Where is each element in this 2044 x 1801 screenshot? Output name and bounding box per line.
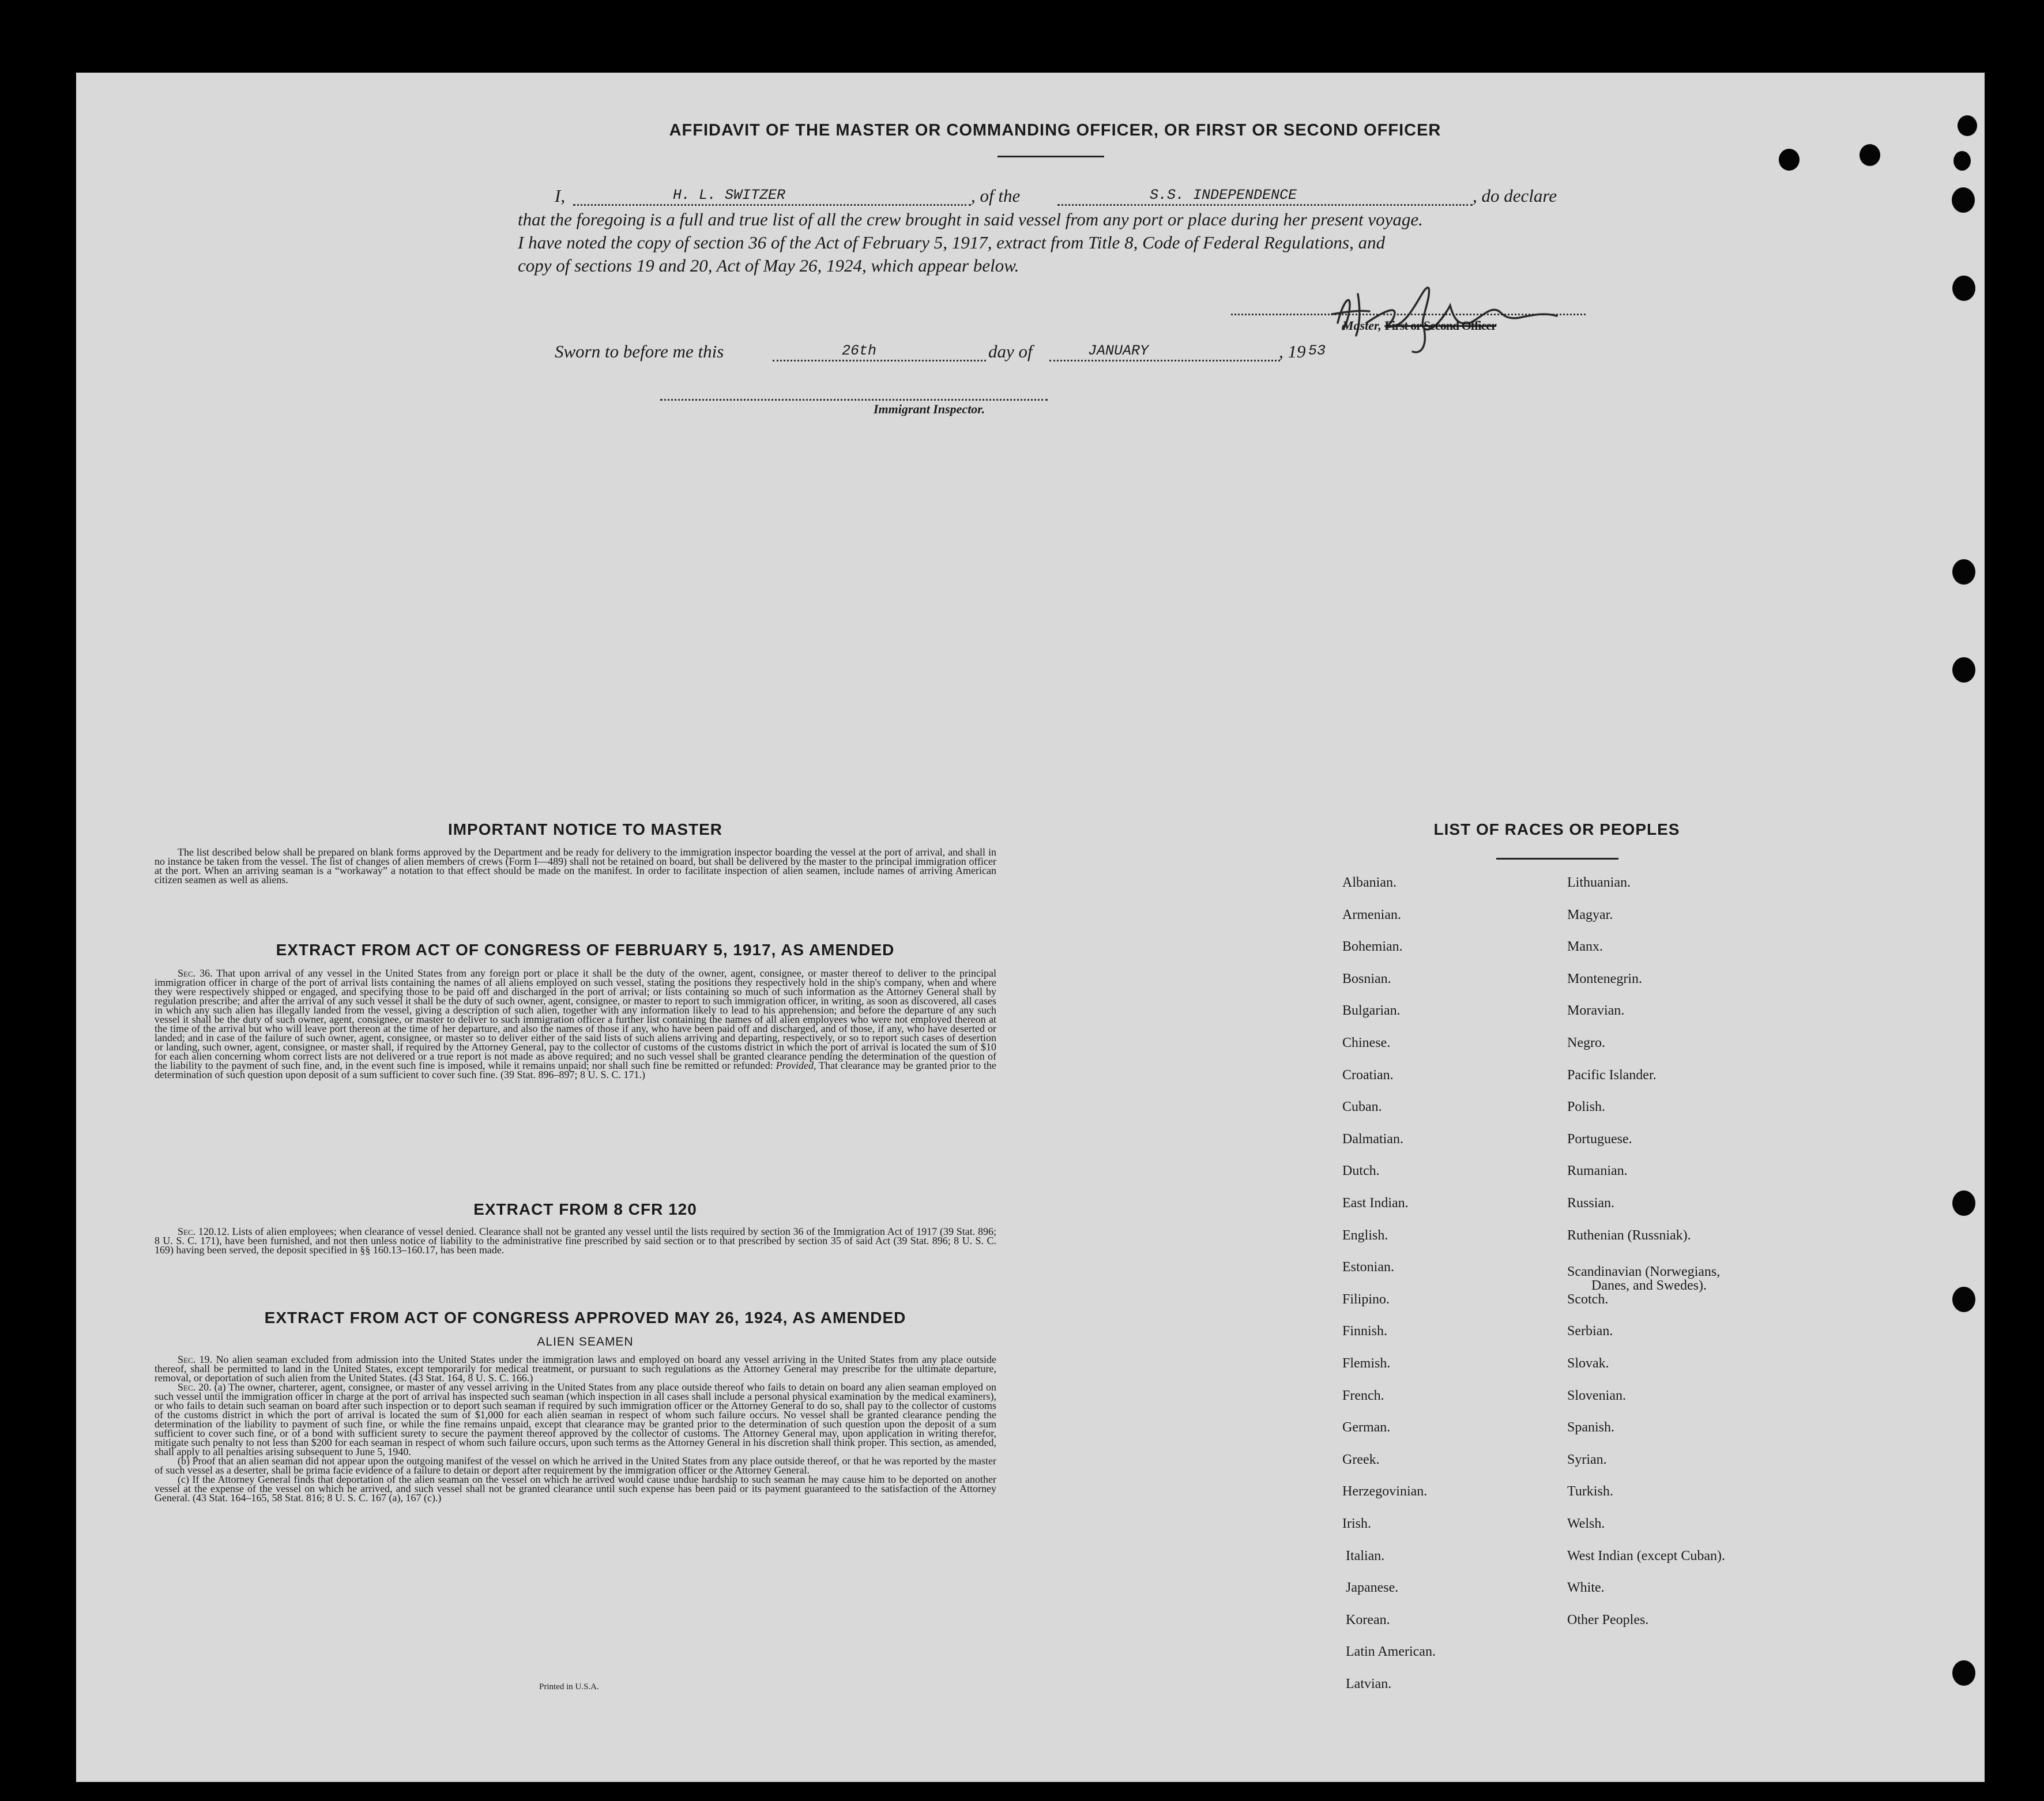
race-item: Bulgarian. xyxy=(1342,1003,1401,1018)
sworn-label: Sworn to before me this xyxy=(555,341,724,361)
race-item: Scotch. xyxy=(1567,1292,1609,1307)
month-line xyxy=(1049,360,1280,361)
race-item: Lithuanian. xyxy=(1567,875,1631,890)
race-item: Armenian. xyxy=(1342,907,1401,922)
race-item: Bohemian. xyxy=(1342,939,1403,954)
race-item: Polish. xyxy=(1567,1099,1606,1114)
race-item: Slovak. xyxy=(1567,1356,1609,1371)
sec-120-label: Sec. 120.12. xyxy=(178,1226,229,1237)
notice-title: IMPORTANT NOTICE TO MASTER xyxy=(447,820,723,838)
sec-20b-paragraph: (b) Proof that an alien seaman did not appear upon the outgoing manifest of the vessel on which he arrived in the United States from any place outside thereof, or that he was reported by the master of such vessel as a deserter, shall be prima facie evidence of a failure to detain or deport after requirement by the immigration officer or the Attorney General. xyxy=(155,1455,996,1476)
punch-hole xyxy=(1859,144,1880,166)
race-item: Montenegrin. xyxy=(1567,971,1642,986)
race-item: Scandinavian (Norwegians, xyxy=(1567,1264,1721,1279)
punch-hole xyxy=(1952,187,1975,213)
sec-19-paragraph xyxy=(155,1355,996,1382)
race-item: Welsh. xyxy=(1567,1516,1605,1531)
vessel-name-line xyxy=(1057,204,1473,206)
race-item: Dutch. xyxy=(1342,1163,1380,1178)
race-item: Danes, and Swedes). xyxy=(1591,1278,1707,1293)
race-item: Albanian. xyxy=(1342,875,1396,890)
sec-19-text: No alien seaman excluded from admission into the United States under the immigration laws and employed on board any vessel arriving in the United States from any place outside thereof, shall be permitted to land in the United States, except temporarily for medical treatment, or pursuant to such regulations as the Attorney General may prescribe for the ultimate departure, removal, or deportation of such alien from the United States. (43 Stat. 164, 8 U. S. C. 166.) xyxy=(155,1354,997,1384)
race-item: Magyar. xyxy=(1567,907,1613,922)
vessel-name: S.S. INDEPENDENCE xyxy=(1150,187,1297,204)
affidavit-line-1 xyxy=(555,186,1593,209)
day-line xyxy=(773,360,986,361)
master-caption-label: Master, xyxy=(1342,318,1382,333)
race-item: Spanish. xyxy=(1567,1420,1615,1435)
punch-hole xyxy=(1958,115,1977,136)
extract-cfr-title: EXTRACT FROM 8 CFR 120 xyxy=(473,1200,697,1218)
race-item: Herzegovinian. xyxy=(1342,1484,1428,1499)
sec-20a-paragraph xyxy=(155,1382,996,1456)
master-name-line xyxy=(573,204,971,206)
race-item: Rumanian. xyxy=(1567,1163,1628,1178)
sec-36-text-end: That clearance may be granted prior to the determination of such question upon deposit of a sum sufficient to cover such fine. (39 Stat. 896–897; 8 U. S. C. 171.) xyxy=(155,1060,997,1080)
punch-hole xyxy=(1952,657,1975,683)
provided-word: Provided, xyxy=(776,1060,816,1071)
sec-36-text: That upon arrival of any vessel in the United States from any foreign port or place it shall be the duty of the owner, agent, consignee, or master thereof to deliver to the principal immigration officer in charge of the port of arrival lists containing the names of all aliens employed on such vessel, stating the positions they respectively hold in the ship's company, when and where they were respectively shipped or engaged, and specifying those to be paid off and discharged in the port of arrival; or lists containing so much of such information as the Attorney General shall by regulation prescribe; and after the arrival of any such vessel it shall be the duty of such owner, agent, consignee, or master to report to such immigration officer, in writing, as soon as discovered, all cases in which any such alien has illegally landed from the vessel, giving a description of such alien, together with any information likely to lead to his apprehension; and before the departure of any such vessel it shall be the duty of such owner, agent, consignee, or master to deliver to such immigration officer a further list containing the names of all alien employees who were not employed thereon at the time of the arrival but who will leave port thereon at the time of her departure, and also the names of those if any, who have been paid off and discharged, and of those, if any, who have deserted or landed; and in case of the failure of such owner, agent, consignee, or master so to deliver either of the said lists of such aliens arriving and departing, respectively, or so to report such cases of desertion or landing, such owner, agent, consignee, or master shall, if required by the Attorney General, pay to the collector of customs of the customs district in which the port of arrival is located the sum of $10 for each alien concerning whom correct lists are not delivered or a true report is not made as above required; and no such vessel shall be granted clearance pending the determination of the question of the liability to the payment of such fine, and, in the event such fine is imposed, while it remains unpaid; nor shall such fine be remitted or refunded: xyxy=(155,967,996,1071)
sec-20-label: Sec. 20. xyxy=(178,1381,212,1393)
race-item: West Indian (except Cuban). xyxy=(1567,1548,1725,1563)
sec-36-label: Sec. 36. xyxy=(178,967,213,979)
master-caption xyxy=(1342,318,1496,333)
master-signature xyxy=(1326,271,1568,357)
affidavit-line-3: I have noted the copy of section 36 of the Act of February 5, 1917, extract from Title 8, Code of Federal Regulations, and xyxy=(518,232,1386,253)
sec-120-text: Lists of alien employees; when clearance of vessel denied. Clearance shall not be granted any vessel until the lists required by section 36 of the Immigration Act of 1917 (39 Stat. 896; 8 U. S. C. 171), have been furnished, and not then unless notice of liability to the administrative fine prescribed by said section or to that prescribed by section 35 of said Act (39 Stat. 896; 8 U. S. C. 169) having been served, the deposit specified in §§ 160.13–160.17, has been made. xyxy=(155,1226,996,1256)
race-item: Ruthenian (Russniak). xyxy=(1567,1228,1691,1243)
race-item: Dalmatian. xyxy=(1342,1132,1403,1147)
race-item: Pacific Islander. xyxy=(1567,1068,1657,1083)
extract-1924-body xyxy=(155,1355,996,1502)
race-item: Greek. xyxy=(1342,1452,1380,1467)
sworn-month: JANUARY xyxy=(1088,342,1149,359)
struck-officer-caption: First or Second Officer xyxy=(1384,318,1496,333)
race-item: Portuguese. xyxy=(1567,1132,1632,1147)
race-item: Finnish. xyxy=(1342,1324,1388,1339)
inspector-signature-line xyxy=(660,399,1048,401)
race-item: German. xyxy=(1342,1420,1391,1435)
affidavit-title: AFFIDAVIT OF THE MASTER OR COMMANDING OFFICER, OR FIRST OR SECOND OFFICER xyxy=(669,121,1441,140)
race-item: Manx. xyxy=(1567,939,1603,954)
extract-1917-title: EXTRACT FROM ACT OF CONGRESS OF FEBRUARY 5, 1917, AS AMENDED xyxy=(276,941,895,959)
race-item: Negro. xyxy=(1567,1035,1605,1050)
race-item: Syrian. xyxy=(1567,1452,1607,1467)
title-underline xyxy=(997,156,1104,157)
race-item: Japanese. xyxy=(1346,1580,1399,1595)
sworn-year: 53 xyxy=(1308,342,1326,359)
race-item: Turkish. xyxy=(1567,1484,1613,1499)
affidavit-line-2: that the foregoing is a full and true list of all the crew brought in said vessel from any port or place during her present voyage. xyxy=(518,209,1423,229)
extract-1924-title: EXTRACT FROM ACT OF CONGRESS APPROVED MAY 26, 1924, AS AMENDED xyxy=(264,1309,906,1327)
race-item: White. xyxy=(1567,1580,1605,1595)
races-title-underline xyxy=(1496,858,1618,860)
document-page xyxy=(76,73,1985,1782)
race-item: Flemish. xyxy=(1342,1356,1391,1371)
sec-20a-text: (a) The owner, charterer, agent, consignee, or master of any vessel arriving in the United States from any place outside thereof who fails to detain on board any alien seaman employed on such vessel until the immigration officer in charge at the port of arrival has inspected such seaman (which inspection in all cases shall include a personal physical examination by the medical examiners), or who fails to detain such seaman on board after such inspection or to deport such seaman if required by such immigration officer or the Attorney General to do so, shall pay to the collector of customs of the customs district in which the port of arrival is located the sum of $1,000 for each alien seaman in respect of whom such failure occurs. No vessel shall be granted clearance pending the determination of the liability to payment of such fine, or while the fine remains unpaid, except that clearance may be granted prior to the determination of such question upon the deposit of a sum sufficient to cover such fine, or of a bond with sufficient surety to secure the payment thereof approved by the collector of customs. The Attorney General may, upon application in writing therefor, mitigate such penalty to not less than $200 for each seaman in respect of whom such failure occurs, upon such terms as the Attorney General in his discretion shall think proper. This section, as amended, shall apply to all penalties arising subsequent to June 5, 1940. xyxy=(155,1381,997,1457)
race-item: Filipino. xyxy=(1342,1292,1390,1307)
sworn-line xyxy=(555,341,1362,364)
race-item: French. xyxy=(1342,1388,1384,1403)
extract-cfr-body xyxy=(155,1227,996,1254)
day-of-label: day of xyxy=(988,341,1033,361)
notice-body: The list described below shall be prepared on blank forms approved by the Department and be ready for delivery to the immigration inspector boarding the vessel at the port of arrival, and shall in no instance be taken from the vessel. The list of changes of alien members of crews (Form I—489) shall not be retained on board, but shall be delivered by the master to the principal immigration officer at the port. When an arriving seaman is a “workaway” a notation to that effect should be made on the manifest. In order to facilitate inspection of alien seamen, include names of arriving American citizen seamen as well as aliens. xyxy=(155,846,996,886)
punch-hole xyxy=(1952,1660,1975,1686)
alien-seamen-subtitle: ALIEN SEAMEN xyxy=(537,1335,634,1348)
race-item: East Indian. xyxy=(1342,1196,1409,1211)
race-item: Irish. xyxy=(1342,1516,1371,1531)
race-item: Moravian. xyxy=(1567,1003,1625,1018)
do-declare-label: , do declare xyxy=(1473,186,1557,206)
of-the-label: , of the xyxy=(971,186,1021,206)
sworn-day: 26th xyxy=(842,342,877,359)
race-item: Serbian. xyxy=(1567,1324,1613,1339)
race-item: Latin American. xyxy=(1346,1644,1436,1659)
punch-hole xyxy=(1952,1190,1975,1216)
race-item: Other Peoples. xyxy=(1567,1612,1649,1627)
punch-hole xyxy=(1952,276,1975,301)
punch-hole xyxy=(1952,1287,1975,1312)
master-name: H. L. SWITZER xyxy=(673,187,786,204)
race-item: English. xyxy=(1342,1228,1388,1243)
sec-20c-paragraph: (c) If the Attorney General finds that deportation of the alien seaman on the vessel on which he arrived would cause undue hardship to such seaman he may cause him to be deported on another vessel at the expense of the vessel on which he arrived, and such vessel shall not be granted clearance until such expense has been paid or its payment guaranteed to the satisfaction of the Attorney General. (43 Stat. 164–165, 58 Stat. 816; 8 U. S. C. 167 (a), 167 (c).) xyxy=(155,1474,996,1504)
race-item: Chinese. xyxy=(1342,1035,1391,1050)
year-prefix: , 19 xyxy=(1279,341,1306,361)
race-item: Russian. xyxy=(1567,1196,1615,1211)
punch-hole xyxy=(1952,559,1975,585)
race-item: Croatian. xyxy=(1342,1068,1394,1083)
inspector-caption: Immigrant Inspector. xyxy=(874,402,985,416)
race-item: Bosnian. xyxy=(1342,971,1391,986)
punch-hole xyxy=(1779,149,1800,171)
sec-19-label: Sec. 19. xyxy=(178,1354,213,1365)
punch-hole xyxy=(1953,151,1971,171)
printed-in-usa: Printed in U.S.A. xyxy=(539,1682,599,1691)
affidavit-i: I, xyxy=(555,186,566,206)
race-item: Korean. xyxy=(1346,1612,1390,1627)
extract-1917-body xyxy=(155,969,996,1079)
affidavit-line-4: copy of sections 19 and 20, Act of May 26, 1924, which appear below. xyxy=(518,255,1019,276)
race-item: Latvian. xyxy=(1346,1676,1392,1691)
race-item: Estonian. xyxy=(1342,1260,1394,1275)
race-item: Slovenian. xyxy=(1567,1388,1626,1403)
races-title: LIST OF RACES OR PEOPLES xyxy=(1433,820,1680,838)
race-item: Cuban. xyxy=(1342,1099,1382,1114)
race-item: Italian. xyxy=(1346,1548,1385,1563)
